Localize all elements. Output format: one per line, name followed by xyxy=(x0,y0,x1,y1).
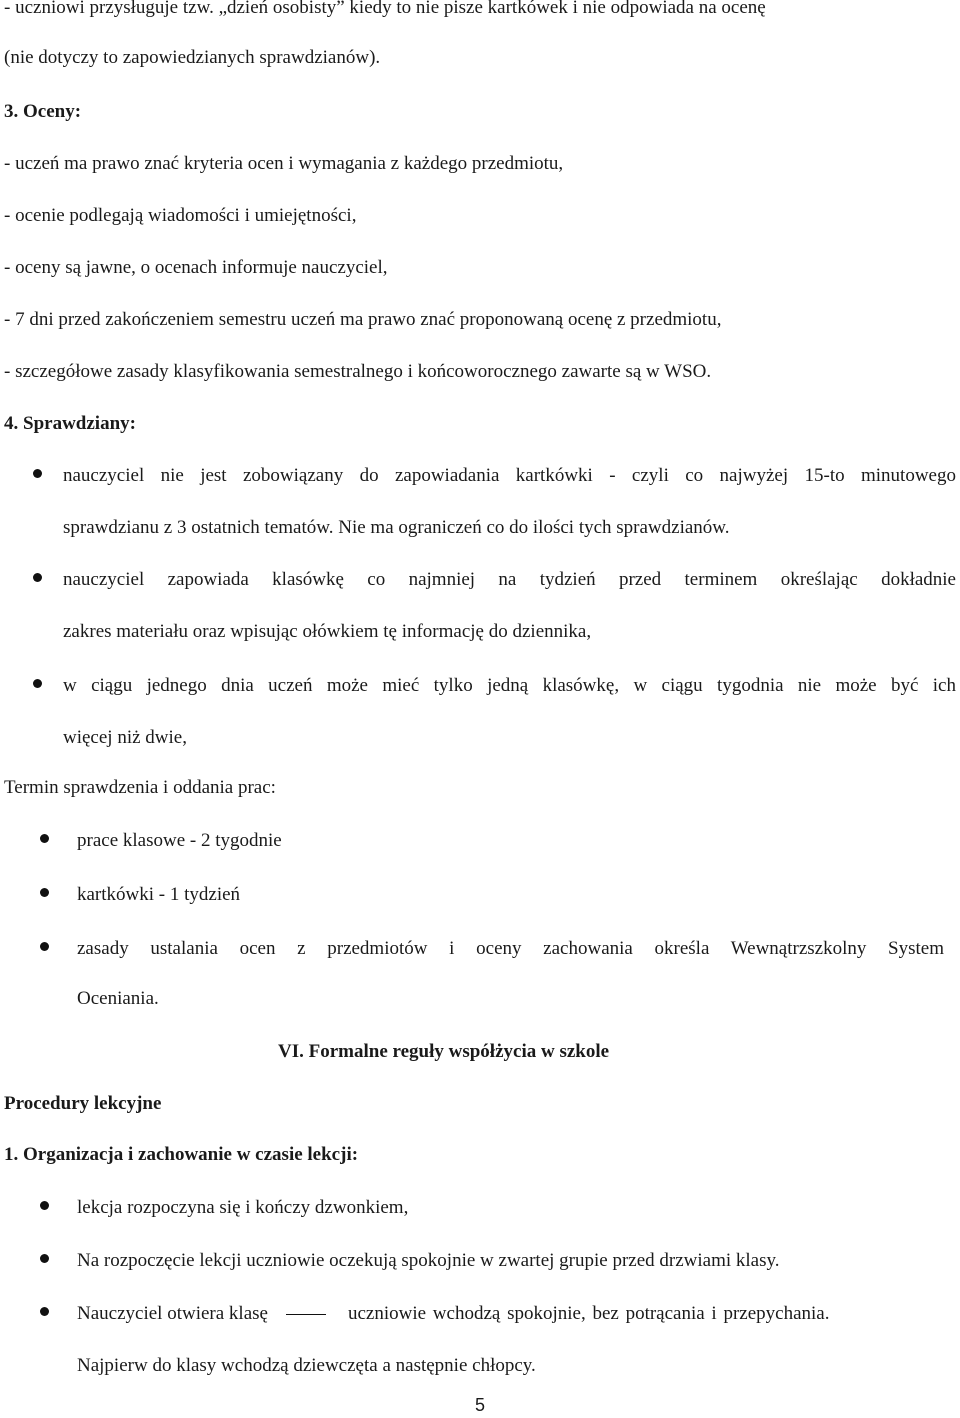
bullet-icon xyxy=(40,1254,49,1263)
list-item xyxy=(77,1302,960,1326)
heading-oceny: 3. Oceny: xyxy=(4,101,82,122)
heading-organizacja: 1. Organizacja i zachowanie w czasie lekcji: xyxy=(4,1144,359,1165)
list-item-text: Nauczyciel otwiera klasę xyxy=(77,1303,268,1324)
bullet-icon xyxy=(33,679,42,688)
list-item-continuation: zakres materiału oraz wpisując ołówkiem tę informację do dziennika, xyxy=(63,621,592,642)
subheading-termin: Termin sprawdzenia i oddania prac: xyxy=(4,777,276,798)
section-title: VI. Formalne reguły współżycia w szkole xyxy=(278,1041,610,1062)
list-item-continuation: więcej niż dwie, xyxy=(63,727,187,748)
list-item-continuation: sprawdzianu z 3 ostatnich tematów. Nie ma ograniczeń co do ilości tych sprawdzianów. xyxy=(63,517,730,538)
dash-separator xyxy=(286,1314,326,1315)
list-item: - szczegółowe zasady klasyfikowania semestralnego i końcoworocznego zawarte są w WSO. xyxy=(4,361,712,382)
list-item: lekcja rozpoczyna się i kończy dzwonkiem, xyxy=(77,1197,409,1218)
list-item-continuation: Najpierw do klasy wchodzą dziewczęta a następnie chłopcy. xyxy=(77,1355,536,1376)
text-line: (nie dotyczy to zapowiedzianych sprawdzianów). xyxy=(4,47,381,68)
text-line: - uczniowi przysługuje tzw. „dzień osobisty” kiedy to nie pisze kartkówek i nie odpowiada na ocenę xyxy=(4,0,766,18)
bullet-icon xyxy=(40,1201,49,1210)
list-item-text: uczniowie wchodzą spokojnie, bez potrącania i przepychania. xyxy=(347,1303,830,1324)
heading-sprawdziany: 4. Sprawdziany: xyxy=(4,413,136,434)
list-item: zasady ustalania ocen z przedmiotów i oceny zachowania określa Wewnątrzszkolny System xyxy=(77,938,944,959)
bullet-icon xyxy=(33,469,42,478)
list-item: kartkówki - 1 tydzień xyxy=(77,884,241,905)
list-item: - oceny są jawne, o ocenach informuje nauczyciel, xyxy=(4,257,388,278)
bullet-icon xyxy=(40,888,49,897)
list-item: prace klasowe - 2 tygodnie xyxy=(77,830,282,851)
list-item: nauczyciel nie jest zobowiązany do zapowiadania kartkówki - czyli co najwyżej 15-to minutowego xyxy=(63,465,956,486)
heading-procedury: Procedury lekcyjne xyxy=(4,1093,162,1114)
list-item: - 7 dni przed zakończeniem semestru uczeń ma prawo znać proponowaną ocenę z przedmiotu, xyxy=(4,309,722,330)
page-number: 5 xyxy=(474,1395,485,1415)
list-item: - ocenie podlegają wiadomości i umiejętności, xyxy=(4,205,357,226)
bullet-icon xyxy=(40,1307,49,1316)
list-item: - uczeń ma prawo znać kryteria ocen i wymagania z każdego przedmiotu, xyxy=(4,153,564,174)
list-item: w ciągu jednego dnia uczeń może mieć tylko jedną klasówkę, w ciągu tygodnia nie może być ich xyxy=(63,675,956,696)
bullet-icon xyxy=(40,942,49,951)
list-item: Na rozpoczęcie lekcji uczniowie oczekują spokojnie w zwartej grupie przed drzwiami klasy. xyxy=(77,1250,780,1271)
list-item-continuation: Oceniania. xyxy=(77,988,159,1009)
list-item: nauczyciel zapowiada klasówkę co najmniej na tydzień przed terminem określając dokładnie xyxy=(63,569,956,590)
bullet-icon xyxy=(33,573,42,582)
bullet-icon xyxy=(40,834,49,843)
